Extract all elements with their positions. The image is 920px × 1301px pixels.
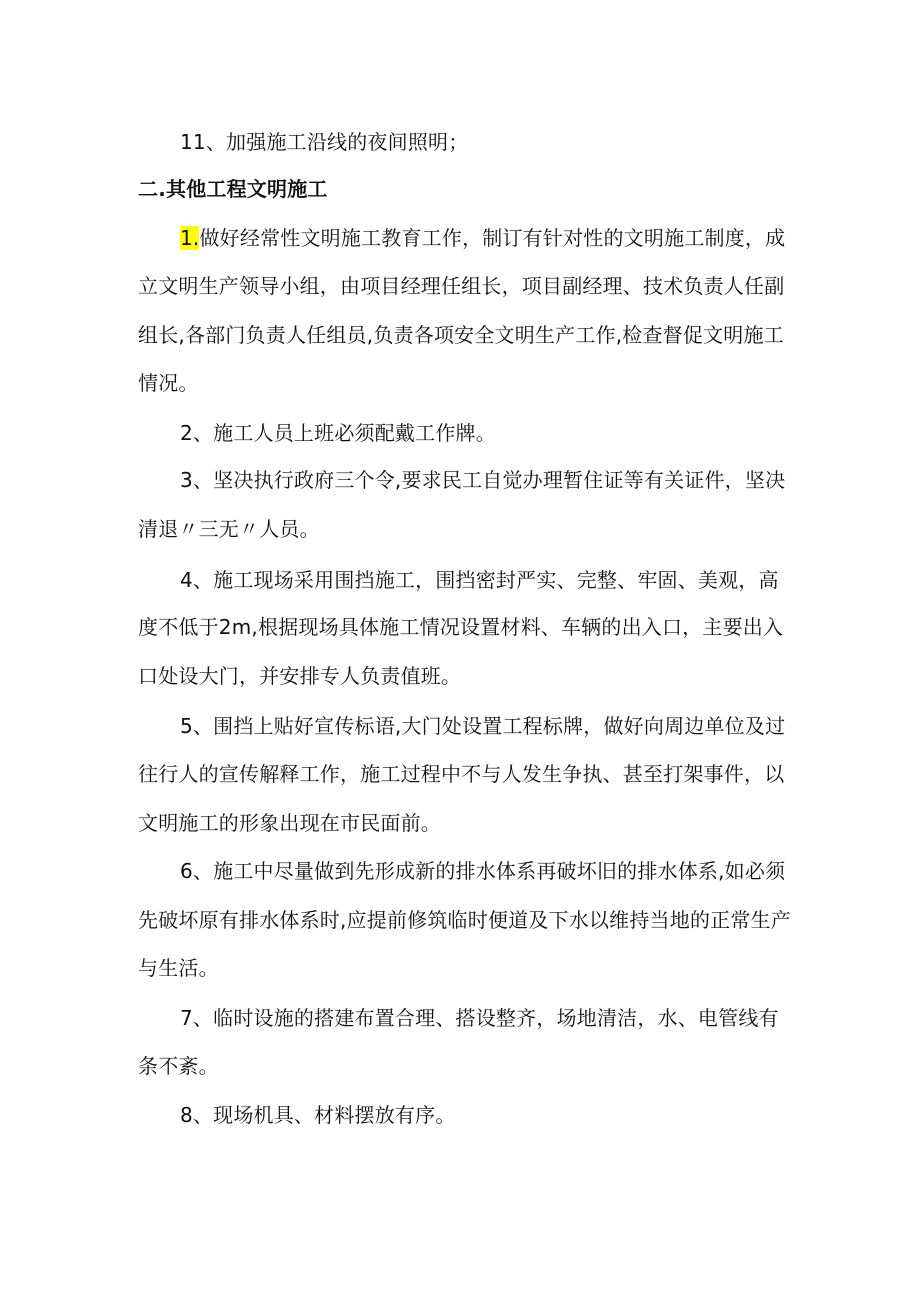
paragraph-5-line-3: 文明施工的形象出现在市民面前。 bbox=[138, 811, 441, 835]
paragraph-3-line-1: 3、坚决执行政府三个令,要求民工自觉办理暂住证等有关证件，坚决 bbox=[180, 468, 786, 492]
paragraph-4-line-1: 4、施工现场采用围挡施工，围挡密封严实、完整、牢固、美观，高 bbox=[180, 568, 779, 592]
list-item-11: 11、加强施工沿线的夜间照明； bbox=[180, 130, 469, 154]
paragraph-1-text: 做好经常性文明施工教育工作，制订有针对性的文明施工制度，成 bbox=[199, 226, 786, 250]
highlighted-number: 1. bbox=[180, 226, 200, 250]
paragraph-8: 8、现场机具、材料摆放有序。 bbox=[180, 1103, 456, 1127]
paragraph-7-line-1: 7、临时设施的搭建布置合理、搭设整齐，场地清洁，水、电管线有 bbox=[180, 1006, 779, 1030]
paragraph-6-line-2: 先破坏原有排水体系时,应提前修筑临时便道及下水以维持当地的正常生产 bbox=[138, 908, 791, 932]
paragraph-4-line-3: 口处设大门，并安排专人负责值班。 bbox=[138, 664, 462, 688]
paragraph-1-line-3: 组长,各部门负责人任组员,负责各项安全文明生产工作,检查督促文明施工 bbox=[138, 323, 784, 347]
paragraph-1-line-2: 立文明生产领导小组，由项目经理任组长，项目副经理、技术负责人任副 bbox=[138, 274, 785, 298]
section-heading: 二.其他工程文明施工 bbox=[138, 177, 328, 201]
paragraph-6-line-1: 6、施工中尽量做到先形成新的排水体系再破坏旧的排水体系,如必须 bbox=[180, 859, 786, 883]
paragraph-5-line-2: 往行人的宣传解释工作，施工过程中不与人发生争执、甚至打架事件，以 bbox=[138, 762, 785, 786]
paragraph-6-line-3: 与生活。 bbox=[138, 956, 219, 980]
paragraph-1-line-4: 情况。 bbox=[138, 371, 199, 395]
paragraph-2: 2、施工人员上班必须配戴工作牌。 bbox=[180, 421, 496, 445]
paragraph-3-line-2: 清退〃三无〃人员。 bbox=[138, 517, 320, 541]
paragraph-7-line-2: 条不紊。 bbox=[138, 1054, 219, 1078]
paragraph-1-line-1 bbox=[180, 224, 785, 252]
paragraph-4-line-2: 度不低于2m,根据现场具体施工情况设置材料、车辆的出入口，主要出入 bbox=[138, 615, 784, 639]
paragraph-5-line-1: 5、围挡上贴好宣传标语,大门处设置工程标牌，做好向周边单位及过 bbox=[180, 714, 786, 738]
